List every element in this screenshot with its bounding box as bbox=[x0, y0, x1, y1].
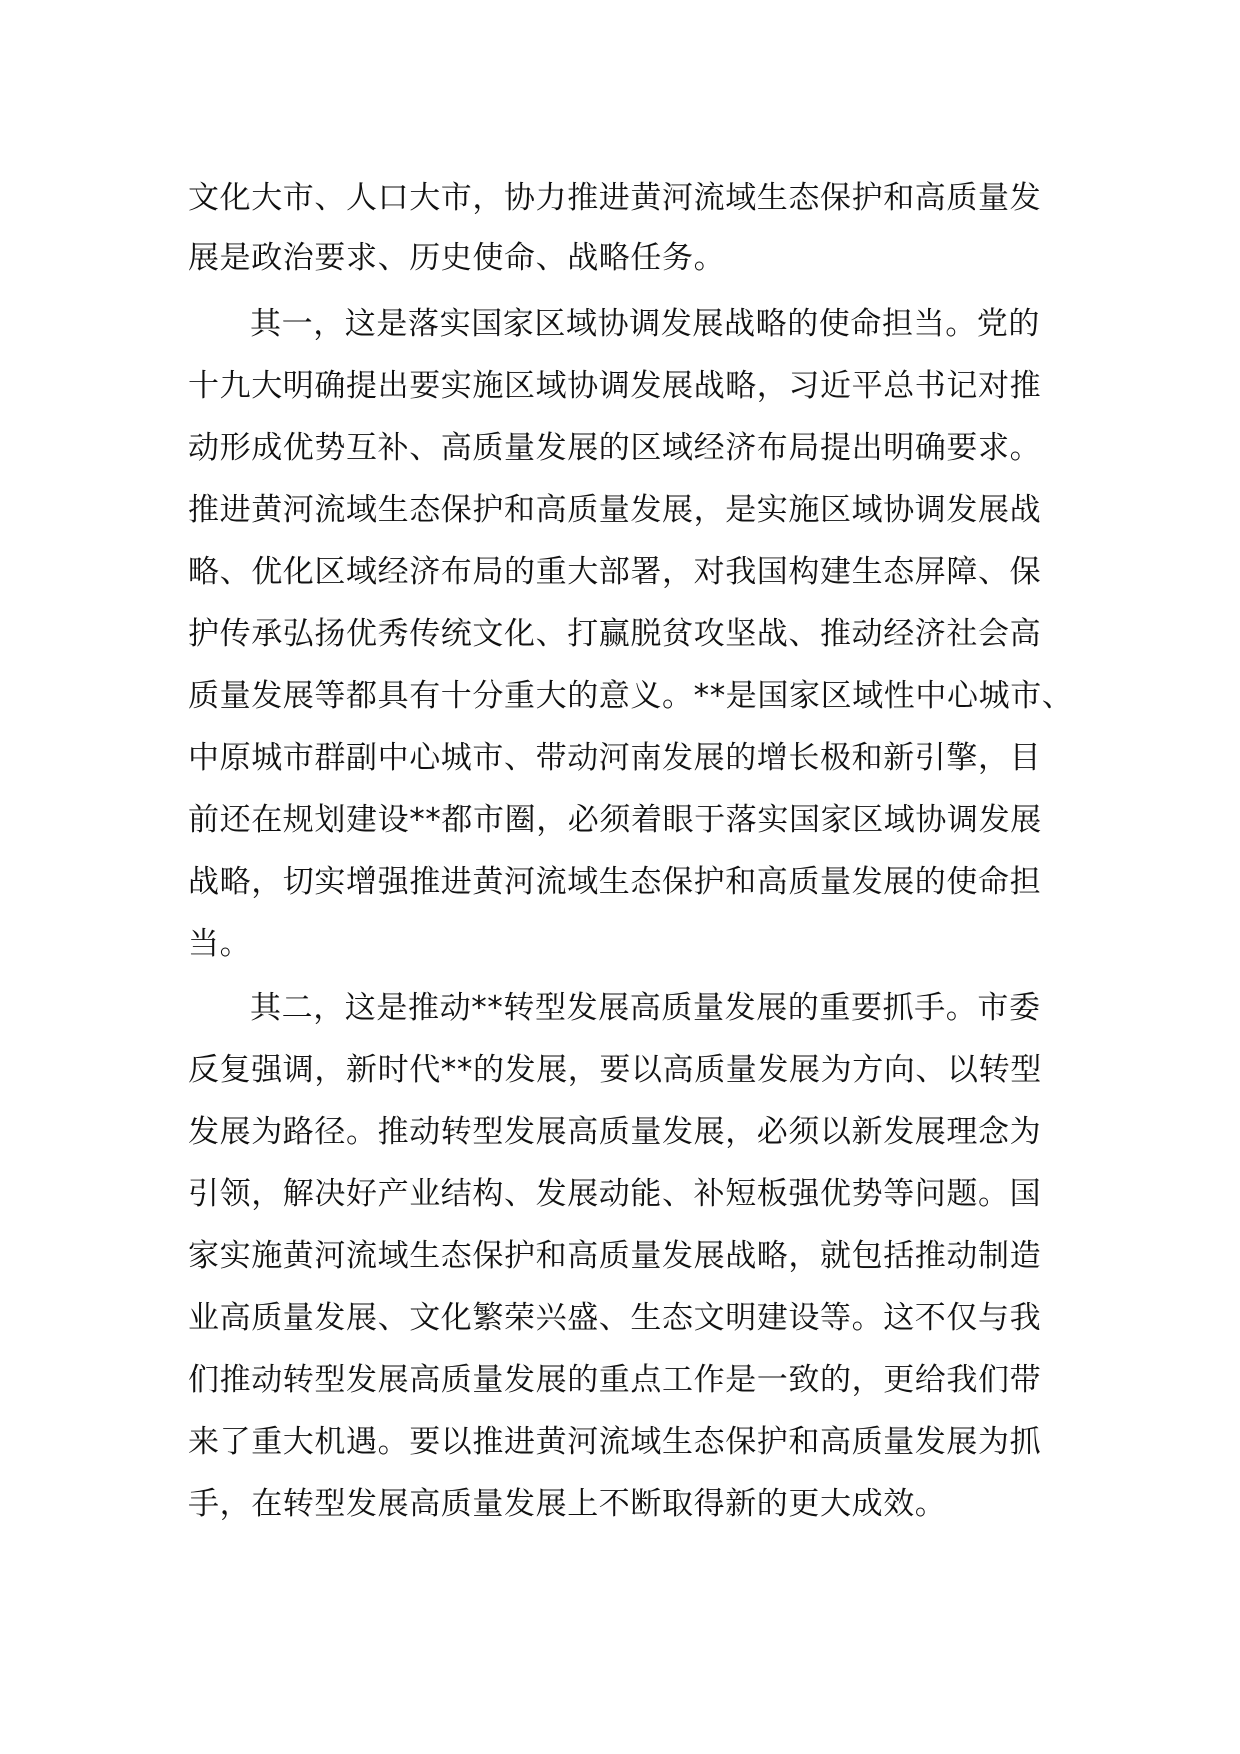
text-line: 手，在转型发展高质量发展上不断取得新的更大成效。 bbox=[188, 1486, 947, 1522]
text-line: 当。 bbox=[188, 926, 252, 962]
text-line: 发展为路径。推动转型发展高质量发展，必须以新发展理念为 bbox=[188, 1114, 1042, 1150]
text-line: 推进黄河流域生态保护和高质量发展，是实施区域协调发展战 bbox=[188, 492, 1042, 528]
text-line: 十九大明确提出要实施区域协调发展战略，习近平总书记对推 bbox=[188, 368, 1042, 404]
text-line: 中原城市群副中心城市、带动河南发展的增长极和新引擎，目 bbox=[188, 740, 1042, 776]
text-line: 业高质量发展、文化繁荣兴盛、生态文明建设等。这不仅与我 bbox=[188, 1300, 1042, 1336]
text-line: 来了重大机遇。要以推进黄河流域生态保护和高质量发展为抓 bbox=[188, 1424, 1042, 1460]
text-line: 文化大市、人口大市，协力推进黄河流域生态保护和高质量发 bbox=[188, 180, 1042, 216]
text-line: 们推动转型发展高质量发展的重点工作是一致的，更给我们带 bbox=[188, 1362, 1042, 1398]
text-line: 家实施黄河流域生态保护和高质量发展战略，就包括推动制造 bbox=[188, 1238, 1042, 1274]
text-line: 质量发展等都具有十分重大的意义。**是国家区域性中心城市、 bbox=[188, 678, 1074, 714]
text-line: 护传承弘扬优秀传统文化、打赢脱贫攻坚战、推动经济社会高 bbox=[188, 616, 1042, 652]
text-line: 前还在规划建设**都市圈，必须着眼于落实国家区域协调发展 bbox=[188, 802, 1042, 838]
text-line: 动形成优势互补、高质量发展的区域经济布局提出明确要求。 bbox=[188, 430, 1042, 466]
paragraph-start-line: 其一，这是落实国家区域协调发展战略的使命担当。党的 bbox=[250, 306, 1040, 342]
text-line: 反复强调，新时代**的发展，要以高质量发展为方向、以转型 bbox=[188, 1052, 1042, 1088]
paragraph-start-line: 其二，这是推动**转型发展高质量发展的重要抓手。市委 bbox=[250, 990, 1041, 1026]
text-line: 略、优化区域经济布局的重大部署，对我国构建生态屏障、保 bbox=[188, 554, 1042, 590]
text-line: 引领，解决好产业结构、发展动能、补短板强优势等问题。国 bbox=[188, 1176, 1042, 1212]
text-line: 战略，切实增强推进黄河流域生态保护和高质量发展的使命担 bbox=[188, 864, 1042, 900]
text-line: 展是政治要求、历史使命、战略任务。 bbox=[188, 240, 726, 276]
